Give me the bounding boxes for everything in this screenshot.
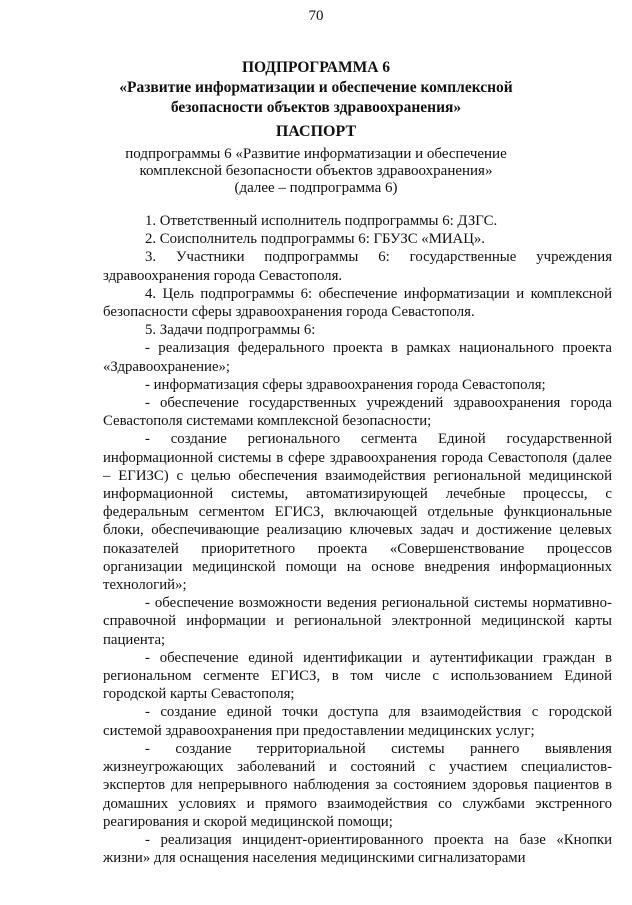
paragraph-responsible: 1. Ответственный исполнитель подпрограммы 6: ДЗГС. [145, 213, 498, 229]
paragraph-coexecutor: 2. Соисполнитель подпрограммы 6: ГБУЗС «МИАЦ». [145, 231, 486, 248]
passport-body [103, 212, 612, 867]
task-item: - обеспечение возможности ведения региональной системы нормативно-справочной информации и региональной электронной медицинской карты пациента; [103, 595, 612, 648]
page-number: 70 [308, 8, 324, 24]
task-item: - обеспечение единой идентификации и аутентификации граждан в региональном сегменте ЕГИСЗ, в том числе с использованием Единой городской карты Севастополя; [103, 649, 612, 703]
paragraph-tasks-heading: 5. Задачи подпрограммы 6: [145, 322, 316, 339]
subprogram-title-line-2: безопасности объектов здравоохранения» [170, 99, 462, 116]
subprogram-title-line-1: «Развитие информатизации и обеспечение комплексной [119, 79, 513, 96]
task-item: - информатизация сферы здравоохранения города Севастополя; [145, 376, 546, 393]
paragraph-participants: 3. Участники подпрограммы 6: государственные учреждения здравоохранения города Севастополя. [103, 249, 612, 284]
passport-subtitle-line-2: комплексной безопасности объектов здравоохранения» [139, 163, 493, 179]
task-item: - реализация федерального проекта в рамках национального проекта «Здравоохранение»; [103, 340, 612, 375]
paragraph-goal: 4. Цель подпрограммы 6: обеспечение информатизации и комплексной безопасности сферы здравоохранения города Севастополя. [103, 285, 612, 321]
task-item: - создание территориальной системы раннего выявления жизнеугрожающих заболеваний и состояний с участием специалистов-экспертов для непрерывного наблюдения за состоянием здоровья пациентов в домашних условиях и прямого взаимодействия со службами экстренного реагирования и скорой медицинской помощи; [103, 740, 612, 830]
task-item: - создание регионального сегмента Единой государственной информационной системы в сфере здравоохранения города Севастополя (далее – ЕГИЗС) с целью обеспечения взаимодействия региональной медицинской информационной системы, автоматизирующей лечебные процессы, с федеральным сегментом ЕГИСЗ, включающей отдельные функциональные блоки, обеспечивающие реализацию ключевых задач и достижение целевых показателей приоритетного проекта «Совершенствование процессов организации медицинской помощи на основе внедрения информационных технологий»; [103, 431, 612, 594]
subprogram-heading: ПОДПРОГРАММА 6 [241, 59, 391, 76]
passport-title: ПАСПОРТ [275, 123, 357, 140]
passport-subtitle-line-1: подпрограммы 6 «Развитие информатизации и обеспечение [125, 146, 507, 162]
task-item: - создание единой точки доступа для взаимодействия с городской системой здравоохранения при предоставлении медицинских услуг; [103, 704, 612, 739]
task-item: - обеспечение государственных учреждений здравоохранения города Севастополя системами комплексной безопасности; [103, 395, 612, 430]
task-item: - реализация инцидент-ориентированного проекта на базе «Кнопки жизни» для оснащения населения медицинскими сигнализаторами [103, 831, 612, 867]
passport-subtitle-line-3: (далее – подпрограмма 6) [234, 180, 398, 196]
